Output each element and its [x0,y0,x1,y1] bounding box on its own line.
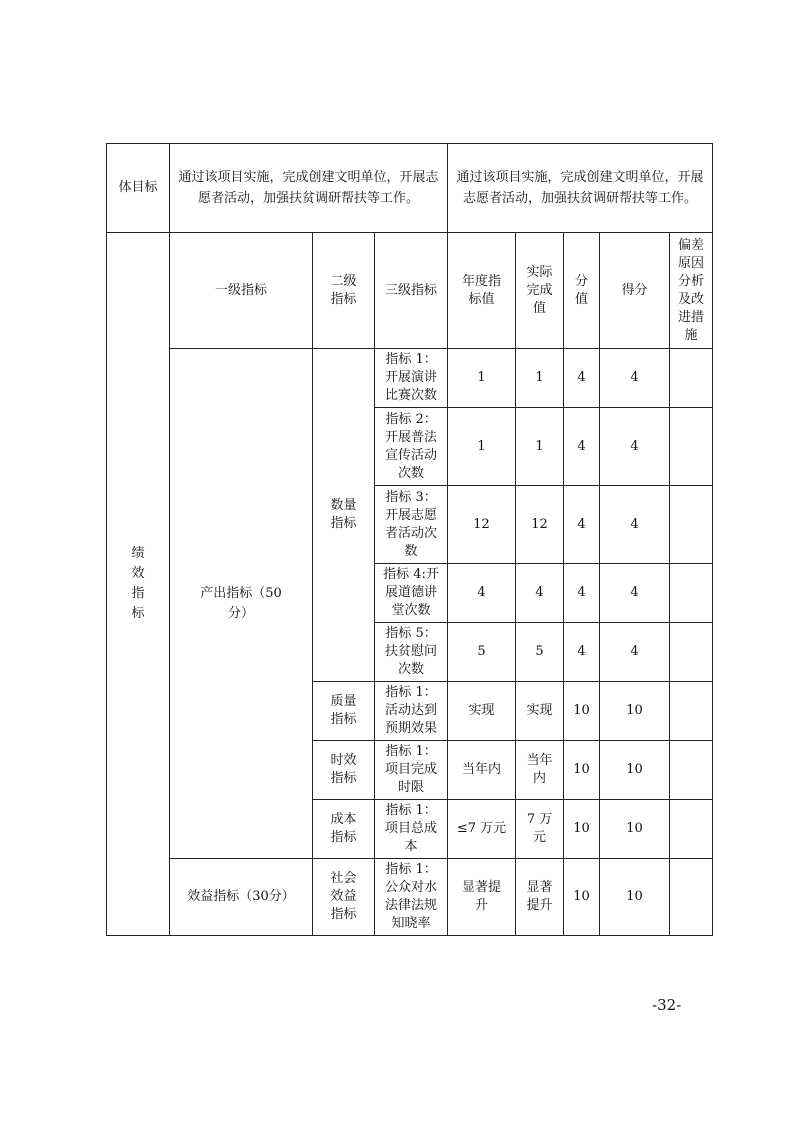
level2-social: 社会效益指标 [313,859,375,936]
header-level3: 三级指标 [375,233,448,349]
indicator-cell: 指标 3：开展志愿者活动次数 [375,486,448,564]
value-cell: 10 [564,682,600,741]
deviation-cell [670,859,713,936]
indicator-cell: 指标 1：活动达到预期效果 [375,682,448,741]
performance-table [106,143,713,936]
score-cell: 4 [600,564,670,623]
annual-cell: ≤7 万元 [448,800,516,859]
annual-cell: 5 [448,623,516,682]
score-cell: 4 [600,408,670,486]
score-cell: 4 [600,349,670,408]
deviation-cell [670,741,713,800]
score-cell: 4 [600,623,670,682]
value-cell: 4 [564,349,600,408]
level2-quantity: 数量指标 [313,349,375,682]
score-cell: 10 [600,859,670,936]
goal-label: 体目标 [107,144,170,233]
level2-quality: 质量指标 [313,682,375,741]
actual-cell: 5 [516,623,564,682]
header-row [107,233,713,349]
value-cell: 10 [564,859,600,936]
value-cell: 4 [564,408,600,486]
score-cell: 10 [600,741,670,800]
perf-indicator-label: 绩效指标 [107,233,170,936]
deviation-cell [670,623,713,682]
table-row [107,859,713,936]
value-cell: 10 [564,741,600,800]
header-score-value: 分值 [564,233,600,349]
goal-expected-text: 通过该项目实施，完成创建文明单位，开展志愿者活动，加强扶贫调研帮扶等工作。 [170,144,448,233]
score-cell: 4 [600,486,670,564]
header-actual: 实际完成值 [516,233,564,349]
indicator-cell: 指标 1：开展演讲比赛次数 [375,349,448,408]
deviation-cell [670,349,713,408]
indicator-cell: 指标 5：扶贫慰问次数 [375,623,448,682]
indicator-cell: 指标 1：公众对水法律法规知晓率 [375,859,448,936]
annual-cell: 12 [448,486,516,564]
actual-cell: 12 [516,486,564,564]
deviation-cell [670,486,713,564]
actual-cell: 实现 [516,682,564,741]
deviation-cell [670,800,713,859]
header-deviation: 偏差原因分析及改进措施 [670,233,713,349]
page-number: -32- [652,996,682,1014]
annual-cell: 1 [448,408,516,486]
header-level2: 二级指标 [313,233,375,349]
group-output: 产出指标（50分） [170,349,313,859]
value-cell: 4 [564,486,600,564]
group-benefit: 效益指标（30分） [170,859,313,936]
indicator-cell: 指标 1：项目总成本 [375,800,448,859]
deviation-cell [670,564,713,623]
deviation-cell [670,408,713,486]
score-cell: 10 [600,800,670,859]
value-cell: 4 [564,564,600,623]
header-score: 得分 [600,233,670,349]
actual-cell: 显著提升 [516,859,564,936]
value-cell: 10 [564,800,600,859]
actual-cell: 4 [516,564,564,623]
goal-row [107,144,713,233]
actual-cell: 7 万元 [516,800,564,859]
table-row [107,349,713,408]
score-cell: 10 [600,682,670,741]
deviation-cell [670,682,713,741]
value-cell: 4 [564,623,600,682]
indicator-cell: 指标 2：开展普法宣传活动次数 [375,408,448,486]
header-level1: 一级指标 [170,233,313,349]
actual-cell: 1 [516,349,564,408]
annual-cell: 4 [448,564,516,623]
annual-cell: 实现 [448,682,516,741]
actual-cell: 1 [516,408,564,486]
header-annual: 年度指标值 [448,233,516,349]
annual-cell: 显著提升 [448,859,516,936]
level2-timeliness: 时效指标 [313,741,375,800]
actual-cell: 当年内 [516,741,564,800]
indicator-cell: 指标 1：项目完成时限 [375,741,448,800]
indicator-cell: 指标 4:开展道德讲堂次数 [375,564,448,623]
goal-actual-text: 通过该项目实施，完成创建文明单位，开展志愿者活动，加强扶贫调研帮扶等工作。 [448,144,713,233]
annual-cell: 1 [448,349,516,408]
level2-cost: 成本指标 [313,800,375,859]
annual-cell: 当年内 [448,741,516,800]
